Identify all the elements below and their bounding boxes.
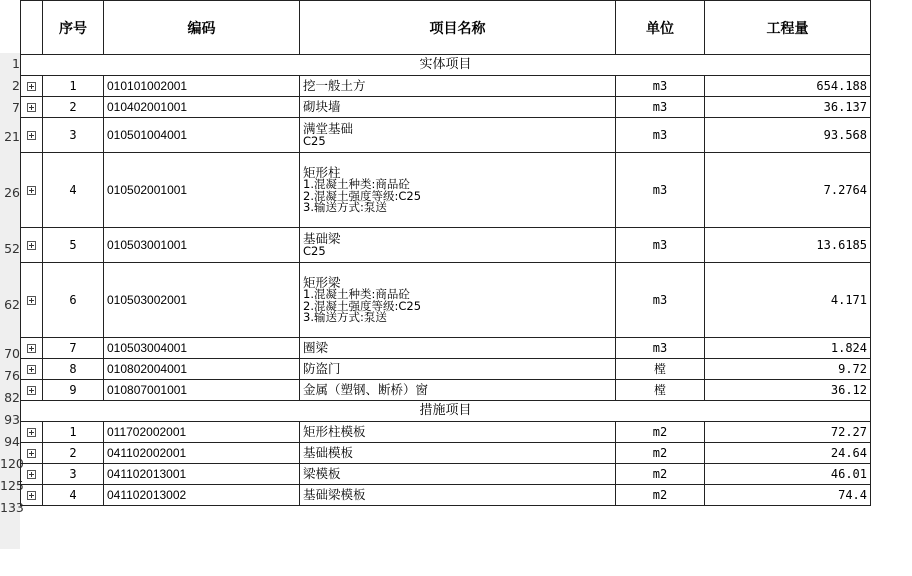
row-number[interactable]: 93 — [4, 411, 20, 427]
table-row[interactable] — [21, 359, 871, 380]
name-cell[interactable] — [300, 422, 616, 443]
name-title: 梁模板 — [303, 465, 341, 481]
unit-cell[interactable]: m2 — [616, 485, 705, 506]
seq-cell[interactable]: 9 — [43, 380, 104, 401]
name-detail-line: 2.混凝土强度等级:C25 — [303, 298, 422, 313]
table-row[interactable] — [21, 228, 871, 263]
table-row[interactable] — [21, 422, 871, 443]
expand-plus-icon[interactable] — [27, 241, 36, 250]
header-unit[interactable]: 单位 — [616, 1, 705, 55]
code-cell[interactable]: 010101002001 — [104, 76, 300, 97]
qty-cell[interactable]: 74.4 — [705, 485, 871, 506]
name-detail-line: C25 — [303, 243, 326, 258]
expand-plus-icon[interactable] — [27, 386, 36, 395]
seq-cell[interactable]: 2 — [43, 97, 104, 118]
code-cell[interactable]: 041102013002 — [104, 485, 300, 506]
code-cell[interactable]: 010802004001 — [104, 359, 300, 380]
table-row[interactable] — [21, 485, 871, 506]
seq-cell[interactable]: 4 — [43, 485, 104, 506]
qty-cell[interactable]: 13.6185 — [705, 228, 871, 263]
table-row[interactable] — [21, 464, 871, 485]
name-detail-line: 3.输送方式:泵送 — [303, 200, 387, 214]
table-row[interactable] — [21, 338, 871, 359]
code-cell[interactable]: 010503001001 — [104, 228, 300, 263]
table-row[interactable] — [21, 380, 871, 401]
unit-cell[interactable]: m2 — [616, 422, 705, 443]
table-row[interactable] — [21, 97, 871, 118]
name-detail-line: 1.混凝土种类:商品砼 — [303, 177, 410, 191]
expand-plus-icon[interactable] — [27, 470, 36, 479]
qty-cell[interactable]: 4.171 — [705, 263, 871, 338]
expand-cell — [21, 485, 43, 506]
section-label: 措施项目 — [21, 401, 871, 422]
name-title: 满堂基础 — [303, 121, 354, 136]
name-cell[interactable] — [300, 443, 616, 464]
qty-cell[interactable]: 72.27 — [705, 422, 871, 443]
qty-cell[interactable]: 46.01 — [705, 464, 871, 485]
name-cell[interactable] — [300, 228, 616, 263]
expand-plus-icon[interactable] — [27, 449, 36, 458]
qty-cell[interactable]: 36.12 — [705, 380, 871, 401]
code-cell[interactable]: 010807001001 — [104, 380, 300, 401]
name-title: 矩形柱 — [303, 164, 341, 180]
quantity-table — [20, 0, 871, 506]
row-number[interactable]: 7 — [12, 99, 20, 115]
row-number[interactable]: 1 — [12, 56, 20, 71]
qty-cell[interactable]: 24.64 — [705, 443, 871, 464]
seq-cell[interactable]: 3 — [43, 464, 104, 485]
name-detail-line: 1.混凝土种类:商品砼 — [303, 287, 410, 301]
name-title: 防盗门 — [303, 360, 341, 376]
header-row — [21, 1, 871, 55]
code-cell[interactable]: 010503002001 — [104, 263, 300, 338]
unit-cell[interactable]: m3 — [616, 118, 705, 153]
name-cell[interactable] — [300, 359, 616, 380]
section-row[interactable] — [21, 55, 871, 76]
seq-cell[interactable]: 7 — [43, 338, 104, 359]
code-cell[interactable]: 010502001001 — [104, 153, 300, 228]
name-title: 基础梁模板 — [303, 486, 366, 502]
row-number[interactable]: 21 — [4, 128, 20, 144]
name-detail-line: C25 — [303, 133, 326, 148]
name-title: 矩形梁 — [303, 274, 341, 290]
row-number[interactable]: 120 — [0, 455, 24, 471]
expand-cell — [21, 359, 43, 380]
name-cell[interactable] — [300, 380, 616, 401]
unit-cell[interactable]: m2 — [616, 443, 705, 464]
row-number[interactable]: 2 — [12, 77, 20, 93]
qty-cell[interactable]: 1.824 — [705, 338, 871, 359]
seq-cell[interactable]: 1 — [43, 422, 104, 443]
name-cell[interactable] — [300, 464, 616, 485]
expand-cell — [21, 153, 43, 228]
table-row[interactable] — [21, 153, 871, 228]
name-detail-line: 2.混凝土强度等级:C25 — [303, 188, 422, 203]
header-qty[interactable]: 工程量 — [705, 1, 871, 55]
expand-plus-icon[interactable] — [27, 131, 36, 140]
row-number[interactable]: 26 — [4, 184, 20, 200]
qty-cell[interactable]: 654.188 — [705, 76, 871, 97]
unit-cell[interactable]: m2 — [616, 464, 705, 485]
code-cell[interactable]: 041102002001 — [104, 443, 300, 464]
expand-cell — [21, 118, 43, 153]
name-cell[interactable] — [300, 263, 616, 338]
qty-cell[interactable]: 93.568 — [705, 118, 871, 153]
table-row[interactable] — [21, 263, 871, 338]
section-row[interactable] — [21, 401, 871, 422]
unit-cell[interactable]: m3 — [616, 338, 705, 359]
name-cell[interactable] — [300, 97, 616, 118]
name-cell[interactable] — [300, 76, 616, 97]
seq-cell[interactable]: 3 — [43, 118, 104, 153]
name-cell[interactable] — [300, 338, 616, 359]
expand-plus-icon[interactable] — [27, 428, 36, 437]
code-cell[interactable]: 010503004001 — [104, 338, 300, 359]
name-title: 基础模板 — [303, 444, 354, 460]
name-title: 砌块墙 — [303, 98, 341, 114]
header-seq[interactable]: 序号 — [43, 1, 104, 55]
name-cell[interactable] — [300, 118, 616, 153]
name-detail-line: 3.输送方式:泵送 — [303, 310, 387, 324]
name-cell[interactable] — [300, 153, 616, 228]
expand-plus-icon[interactable] — [27, 365, 36, 374]
unit-cell[interactable]: 樘 — [616, 359, 705, 380]
seq-cell[interactable]: 8 — [43, 359, 104, 380]
expand-cell — [21, 263, 43, 338]
expand-cell — [21, 338, 43, 359]
row-number[interactable]: 133 — [0, 499, 24, 515]
unit-cell[interactable]: m3 — [616, 97, 705, 118]
name-title: 金属（塑钢、断桥）窗 — [303, 381, 429, 397]
expand-cell — [21, 443, 43, 464]
expand-cell — [21, 380, 43, 401]
code-cell[interactable]: 010402001001 — [104, 97, 300, 118]
expand-plus-icon[interactable] — [27, 344, 36, 353]
expand-cell — [21, 228, 43, 263]
name-title: 矩形柱模板 — [303, 423, 366, 439]
section-label: 实体项目 — [21, 55, 871, 76]
table-row[interactable] — [21, 76, 871, 97]
header-name[interactable]: 项目名称 — [300, 1, 616, 55]
seq-cell[interactable]: 1 — [43, 76, 104, 97]
expand-plus-icon[interactable] — [27, 296, 36, 305]
unit-cell[interactable]: 樘 — [616, 380, 705, 401]
expand-cell — [21, 422, 43, 443]
name-title: 挖一般土方 — [303, 77, 366, 93]
name-title: 基础梁 — [303, 231, 341, 246]
row-number[interactable]: 76 — [4, 367, 20, 383]
seq-cell[interactable]: 4 — [43, 153, 104, 228]
seq-cell[interactable]: 5 — [43, 228, 104, 263]
row-number[interactable]: 52 — [4, 240, 20, 256]
name-title: 圈梁 — [303, 339, 329, 355]
row-number[interactable]: 62 — [4, 296, 20, 312]
expand-cell — [21, 97, 43, 118]
header-expand — [21, 1, 43, 55]
code-cell[interactable]: 011702002001 — [104, 422, 300, 443]
seq-cell[interactable]: 2 — [43, 443, 104, 464]
qty-cell[interactable]: 9.72 — [705, 359, 871, 380]
table-row[interactable] — [21, 118, 871, 153]
expand-plus-icon[interactable] — [27, 491, 36, 500]
row-number[interactable]: 82 — [4, 389, 20, 405]
row-number[interactable]: 70 — [4, 345, 20, 361]
unit-cell[interactable]: m3 — [616, 153, 705, 228]
expand-cell — [21, 464, 43, 485]
code-cell[interactable]: 041102013001 — [104, 464, 300, 485]
expand-plus-icon[interactable] — [27, 103, 36, 112]
code-cell[interactable]: 010501004001 — [104, 118, 300, 153]
unit-cell[interactable]: m3 — [616, 76, 705, 97]
table-row[interactable] — [21, 443, 871, 464]
unit-cell[interactable]: m3 — [616, 228, 705, 263]
unit-cell[interactable]: m3 — [616, 263, 705, 338]
row-number[interactable]: 125 — [0, 477, 24, 493]
header-code[interactable]: 编码 — [104, 1, 300, 55]
name-cell[interactable] — [300, 485, 616, 506]
qty-cell[interactable]: 36.137 — [705, 97, 871, 118]
seq-cell[interactable]: 6 — [43, 263, 104, 338]
row-number[interactable]: 94 — [4, 433, 20, 449]
expand-plus-icon[interactable] — [27, 82, 36, 91]
expand-cell — [21, 76, 43, 97]
qty-cell[interactable]: 7.2764 — [705, 153, 871, 228]
expand-plus-icon[interactable] — [27, 186, 36, 195]
